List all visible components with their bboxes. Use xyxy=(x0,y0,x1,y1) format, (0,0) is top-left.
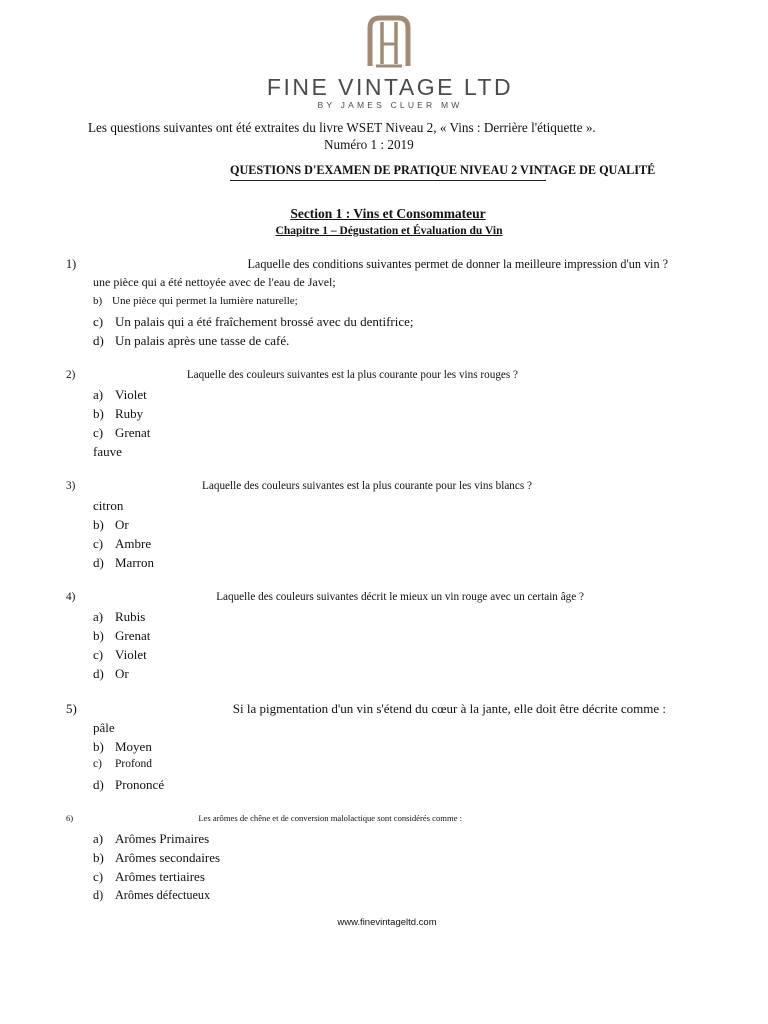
answer-text: Ambre xyxy=(115,536,152,551)
question-number: 2) xyxy=(66,369,76,381)
answer-text: une pièce qui a été nettoyée avec de l'eau de Javel; xyxy=(93,275,336,289)
answer-item xyxy=(93,609,145,625)
answer-text: Un palais qui a été fraîchement brossé avec du dentifrice; xyxy=(115,314,414,329)
chapter-title: Chapitre 1 – Dégustation et Évaluation du Vin xyxy=(275,225,503,237)
answer-label: d) xyxy=(93,333,104,348)
footer-url[interactable]: www.finevintageltd.com xyxy=(337,917,437,928)
question-text: Laquelle des couleurs suivantes est la plus courante pour les vins blancs ? xyxy=(202,480,532,492)
answer-text: citron xyxy=(93,498,124,513)
answer-item xyxy=(93,850,220,866)
answer-label: b) xyxy=(93,850,104,865)
question-text: Laquelle des couleurs suivantes est la plus courante pour les vins rouges ? xyxy=(186,369,518,381)
question-number: 3) xyxy=(66,480,76,492)
question-number: 4) xyxy=(66,591,76,603)
answer-label: c) xyxy=(93,869,104,884)
question-number: 1) xyxy=(66,257,77,271)
answer-text: Or xyxy=(115,666,129,681)
answer-item xyxy=(93,387,147,403)
answer-label: b) xyxy=(93,517,104,532)
answer-item xyxy=(93,406,143,422)
answer-text: Arômes tertiaires xyxy=(115,869,205,884)
answer-text: Grenat xyxy=(115,628,151,643)
answer-text: Prononcé xyxy=(115,777,165,792)
answer-item xyxy=(93,831,209,847)
answer-text: Grenat xyxy=(115,425,151,440)
answer-item xyxy=(93,275,336,290)
brand-subtitle: BY JAMES CLUER MW xyxy=(317,100,463,110)
answer-label: c) xyxy=(93,536,104,551)
answer-text: Un palais après une tasse de café. xyxy=(115,333,290,348)
answer-text: Une pièce qui permet la lumière naturelle; xyxy=(112,295,298,307)
answer-text: Violet xyxy=(115,647,147,662)
answer-item xyxy=(93,777,164,793)
answer-label: c) xyxy=(93,647,104,662)
question-4 xyxy=(66,591,584,603)
answer-item xyxy=(93,628,150,644)
answer-item xyxy=(93,295,298,307)
question-number: 5) xyxy=(66,701,77,716)
answer-label: c) xyxy=(93,425,104,440)
answer-text: Marron xyxy=(115,555,154,570)
answer-item xyxy=(93,720,115,736)
answer-text: Profond xyxy=(115,758,153,770)
question-text: Si la pigmentation d'un vin s'étend du cœur à la jante, elle doit être décrite comme : xyxy=(232,701,666,716)
question-6 xyxy=(66,813,462,823)
answer-item xyxy=(93,647,147,663)
answer-item xyxy=(93,555,154,571)
question-3 xyxy=(66,480,532,492)
question-2 xyxy=(66,369,518,381)
question-text: Laquelle des conditions suivantes permet de donner la meilleure impression d'un vin ? xyxy=(247,257,668,271)
answer-text: Ruby xyxy=(115,406,144,421)
answer-item xyxy=(93,739,152,755)
answer-text: Violet xyxy=(115,387,147,402)
answer-item xyxy=(93,666,129,682)
answer-text: Arômes Primaires xyxy=(115,831,210,846)
answer-item xyxy=(93,425,150,441)
answer-item xyxy=(93,314,414,330)
exam-title: QUESTIONS D'EXAMEN DE PRATIQUE NIVEAU 2 VINTAGE DE QUALITÉ xyxy=(230,163,656,177)
answer-label: d) xyxy=(93,888,104,902)
answer-label: a) xyxy=(93,609,104,624)
intro-text: Les questions suivantes ont été extraites du livre WSET Niveau 2, « Vins : Derrière l'étiquette ». xyxy=(88,120,596,135)
answer-item xyxy=(93,517,129,533)
answer-item xyxy=(93,536,151,552)
answer-text: Arômes défectueux xyxy=(115,888,211,902)
answer-label: c) xyxy=(93,758,102,770)
answer-label: a) xyxy=(93,387,104,402)
answer-text: Arômes secondaires xyxy=(115,850,221,865)
question-number: 6) xyxy=(66,813,74,823)
answer-text: Rubis xyxy=(115,609,146,624)
answer-label: d) xyxy=(93,777,104,792)
question-text: Laquelle des couleurs suivantes décrit le mieux un vin rouge avec un certain âge ? xyxy=(216,591,584,603)
answer-label: b) xyxy=(93,406,104,421)
answer-item xyxy=(93,333,289,349)
answer-label: c) xyxy=(93,314,104,329)
answer-label: b) xyxy=(93,739,104,754)
exam-title-underline xyxy=(230,180,546,181)
answer-label: d) xyxy=(93,555,104,570)
question-text: Les arômes de chêne et de conversion malolactique sont considérés comme : xyxy=(198,813,462,823)
answer-item xyxy=(93,444,122,460)
question-5 xyxy=(66,701,666,717)
issue-number: Numéro 1 : 2019 xyxy=(324,137,414,152)
answer-label: b) xyxy=(93,295,103,307)
question-1 xyxy=(66,257,668,272)
section-title: Section 1 : Vins et Consommateur xyxy=(290,206,486,221)
answer-item xyxy=(93,869,205,885)
fine-vintage-logo-icon xyxy=(366,14,412,70)
answer-item xyxy=(93,498,123,514)
answer-label: a) xyxy=(93,831,104,846)
answer-text: fauve xyxy=(93,444,122,459)
answer-label: b) xyxy=(93,628,104,643)
answer-text: Moyen xyxy=(115,739,152,754)
answer-item xyxy=(93,888,210,903)
answer-item xyxy=(93,758,152,770)
answer-label: d) xyxy=(93,666,104,681)
answer-text: pâle xyxy=(93,720,115,735)
answer-text: Or xyxy=(115,517,129,532)
brand-name: FINE VINTAGE LTD xyxy=(266,74,514,100)
